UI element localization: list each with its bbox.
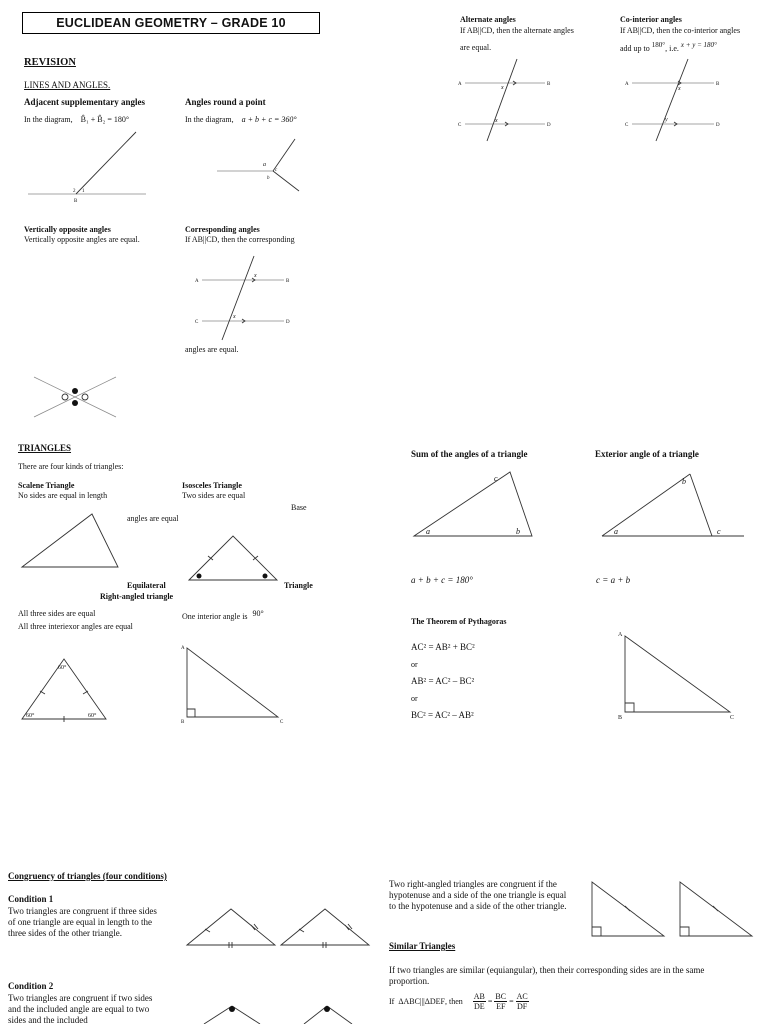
corr-C: C [195,320,199,325]
isosceles-heading: Isosceles Triangle [182,481,242,490]
equi-deg-right: 60° [88,713,97,719]
vo-circle-right [82,394,88,400]
equilateral-text2: All three interiexor angles are equal [18,622,133,631]
rp-label-b: b [267,176,270,181]
isos-dot-left [197,574,202,579]
alternate-heading: Alternate angles [460,15,516,24]
sim-n2: BC [495,992,507,1001]
alt-C: C [458,123,462,128]
adj-label-b: B [74,199,78,204]
right-triangle [187,648,278,717]
corr-x1: x [254,273,257,279]
lines-angles-heading: LINES AND ANGLES. [24,80,111,90]
corresponding-text2: angles are equal. [185,345,239,354]
rhs-diagram [588,878,758,940]
pythagoras-diagram [616,628,738,722]
vert-opp-text: Vertically opposite angles are equal. [24,235,140,244]
pyth-triangle [625,636,730,712]
alternate-text1: If AB||CD, then the alternate angles [460,26,574,35]
alt-transversal [487,59,517,141]
sim-frac-1 [473,992,486,1011]
ext-side2 [690,474,712,536]
corr-D: D [286,320,290,325]
right-angled-text [182,609,264,622]
right-B: B [181,720,185,725]
sum-triangle [414,472,532,536]
sim-then: , then [444,996,463,1006]
adj-label-2: 2 [73,189,76,194]
condition1-diagram [183,905,373,949]
ext-b: b [682,477,686,486]
sim-if: If [389,996,395,1006]
c2-t1-left [204,1006,232,1024]
isosceles-base-word: Base [291,503,307,512]
corr-transversal [222,256,254,340]
triangles-heading: TRIANGLES [18,443,72,453]
condition2-text: Two triangles are congruent if two sides and the included angle are equal to two sides and the included [8,993,153,1024]
vo-dot-top [72,388,78,394]
right-triangle-diagram [180,643,290,725]
similar-formula [389,992,531,1011]
adj-supp-diagram [24,128,154,204]
isosceles-text: Two sides are equal [182,491,246,500]
page-title: EUCLIDEAN GEOMETRY – GRADE 10 [22,12,320,34]
rp-label-a: a [263,162,266,168]
alt-A: A [458,82,462,87]
pyth-or-2: or [411,694,418,703]
round-point-label: In the diagram, [185,115,234,124]
sum-angles-formula: a + b + c = 180° [411,575,473,585]
alt-x1: x [501,85,504,91]
corr-B: B [286,279,290,284]
coint-text2: add up to [620,44,650,53]
sim-n3: AC [516,992,528,1001]
isos-dot-right [263,574,268,579]
c2-t2-left [304,1006,327,1024]
sim-n1: AB [473,992,485,1001]
round-point-heading: Angles round a point [185,97,266,107]
coint-deg: 180° [651,41,666,49]
corr-x2: x [233,314,236,320]
corresponding-heading: Corresponding angles [185,225,260,234]
exterior-formula: c = a + b [596,575,631,585]
coint-x: x [678,86,681,92]
triangle-word: Triangle [284,581,313,590]
pyth-formula-3: BC² = AC² – AB² [411,710,474,720]
round-point-text [185,115,297,125]
sum-angles-heading: Sum of the angles of a triangle [411,449,528,459]
ext-c: c [717,527,721,536]
condition1-heading: Condition 1 [8,894,54,904]
sum-angles-diagram [410,468,540,540]
coint-y: y [665,117,668,123]
c2-dot-2 [324,1006,330,1012]
alternate-text2: are equal. [460,43,492,52]
right-C: C [280,720,284,725]
revision-heading: REVISION [24,57,76,68]
corr-A: A [195,279,199,284]
scalene-text: No sides are equal in length [18,491,108,500]
right-t: One interior angle is [182,612,248,621]
adj-supp-label: In the diagram, [24,115,73,124]
scalene-triangle [22,514,118,567]
rp-ray-down [273,171,299,191]
right-angled-heading: Right-angled triangle [100,592,174,601]
sum-a: a [426,527,430,536]
condition2-diagram [200,1000,370,1024]
equi-deg-left: 60° [26,713,35,719]
alt-x2: x [495,118,498,124]
right-A: A [181,646,185,651]
sim-eq-2: = [509,996,514,1006]
round-point-formula: a + b + c = 360° [241,115,297,124]
adj-label-1: 1 [82,189,85,194]
triangles-intro: There are four kinds of triangles: [18,462,124,471]
alt-B: B [547,82,551,87]
equilateral-word: Equilateral [127,581,166,590]
round-point-diagram [215,135,305,195]
pyth-B: B [618,715,623,721]
similar-text: If two triangles are similar (equiangular), then their corresponding sides are in the same proportion. [389,965,705,986]
pyth-formula-1: AC² = AB² + BC² [411,642,475,652]
alternate-diagram [455,55,565,145]
cointerior-text1: If AB||CD, then the co-interior angles [620,26,741,35]
cointerior-diagram [622,55,732,145]
corresponding-text1: If AB||CD, then the corresponding [185,235,295,244]
rp-label-c: c [275,168,278,173]
equilateral-diagram [18,655,110,723]
adj-ray [76,132,136,194]
coint-C: C [625,123,629,128]
cointerior-heading: Co-interior angles [620,15,682,24]
coint-ie: , i.e. [665,44,679,53]
coint-formula: x + y = 180° [680,41,717,49]
c1-triangle-1 [187,909,275,945]
exterior-heading: Exterior angle of a triangle [595,449,699,459]
rhs-text: Two right-angled triangles are congruent if the hypotenuse and a side of the one triangle is equal to the hypotenuse and a side of the other triangle. [389,879,567,911]
exterior-diagram [598,470,748,540]
sim-d3: DF [517,1002,528,1011]
c2-t1-right [232,1006,260,1024]
isosceles-triangle [189,536,277,580]
isosceles-base-angles: angles are equal [127,514,179,523]
alt-D: D [547,123,551,128]
congruency-heading: Congruency of triangles (four conditions) [8,871,167,881]
adj-supp-text [24,115,129,125]
sim-eq-1: = [487,996,493,1006]
pyth-C: C [730,715,735,721]
vo-circle-left [62,394,68,400]
coint-transversal [656,59,688,141]
condition2-heading: Condition 2 [8,981,54,991]
pyth-or-1: or [411,660,418,669]
sim-frac-2 [494,992,507,1011]
sim-d2: EF [496,1002,506,1011]
equi-deg-top: 60° [58,665,67,671]
pythagoras-heading: The Theorem of Pythagoras [411,617,507,626]
c1-triangle-2 [281,909,369,945]
cointerior-text2 [620,40,717,54]
isosceles-diagram [185,532,280,584]
sum-b: b [516,527,520,536]
sim-d1: DE [473,1002,485,1011]
coint-B: B [716,82,720,87]
right-deg: 90° [252,609,264,618]
vert-opp-heading: Vertically opposite angles [24,225,111,234]
vo-dot-bottom [72,400,78,406]
c2-dot-1 [229,1006,235,1012]
vert-opp-diagram [30,373,120,421]
coint-D: D [716,123,720,128]
corresponding-diagram [192,252,302,342]
sum-c: c [494,474,498,483]
pyth-formula-2: AB² = AC² – BC² [411,676,475,686]
sim-rel: ΔABC|||ΔDEF [398,996,445,1006]
condition1-text: Two triangles are congruent if three sides of one triangle are equal in length to the three sides of the other triangle. [8,906,157,938]
equilateral-text1: All three sides are equal [18,609,96,618]
c2-t2-right [327,1006,352,1024]
scalene-heading: Scalene Triangle [18,481,75,490]
ext-a: a [614,527,618,536]
adj-supp-formula: B̂₁ + B̂₂ = 180° [80,115,130,124]
scalene-diagram [18,510,123,572]
adj-supp-heading: Adjacent supplementary angles [24,97,145,107]
sim-frac-3 [516,992,529,1011]
similar-heading: Similar Triangles [389,941,456,951]
pyth-A: A [618,632,623,638]
coint-A: A [625,82,629,87]
rp-ray-up [273,139,295,171]
